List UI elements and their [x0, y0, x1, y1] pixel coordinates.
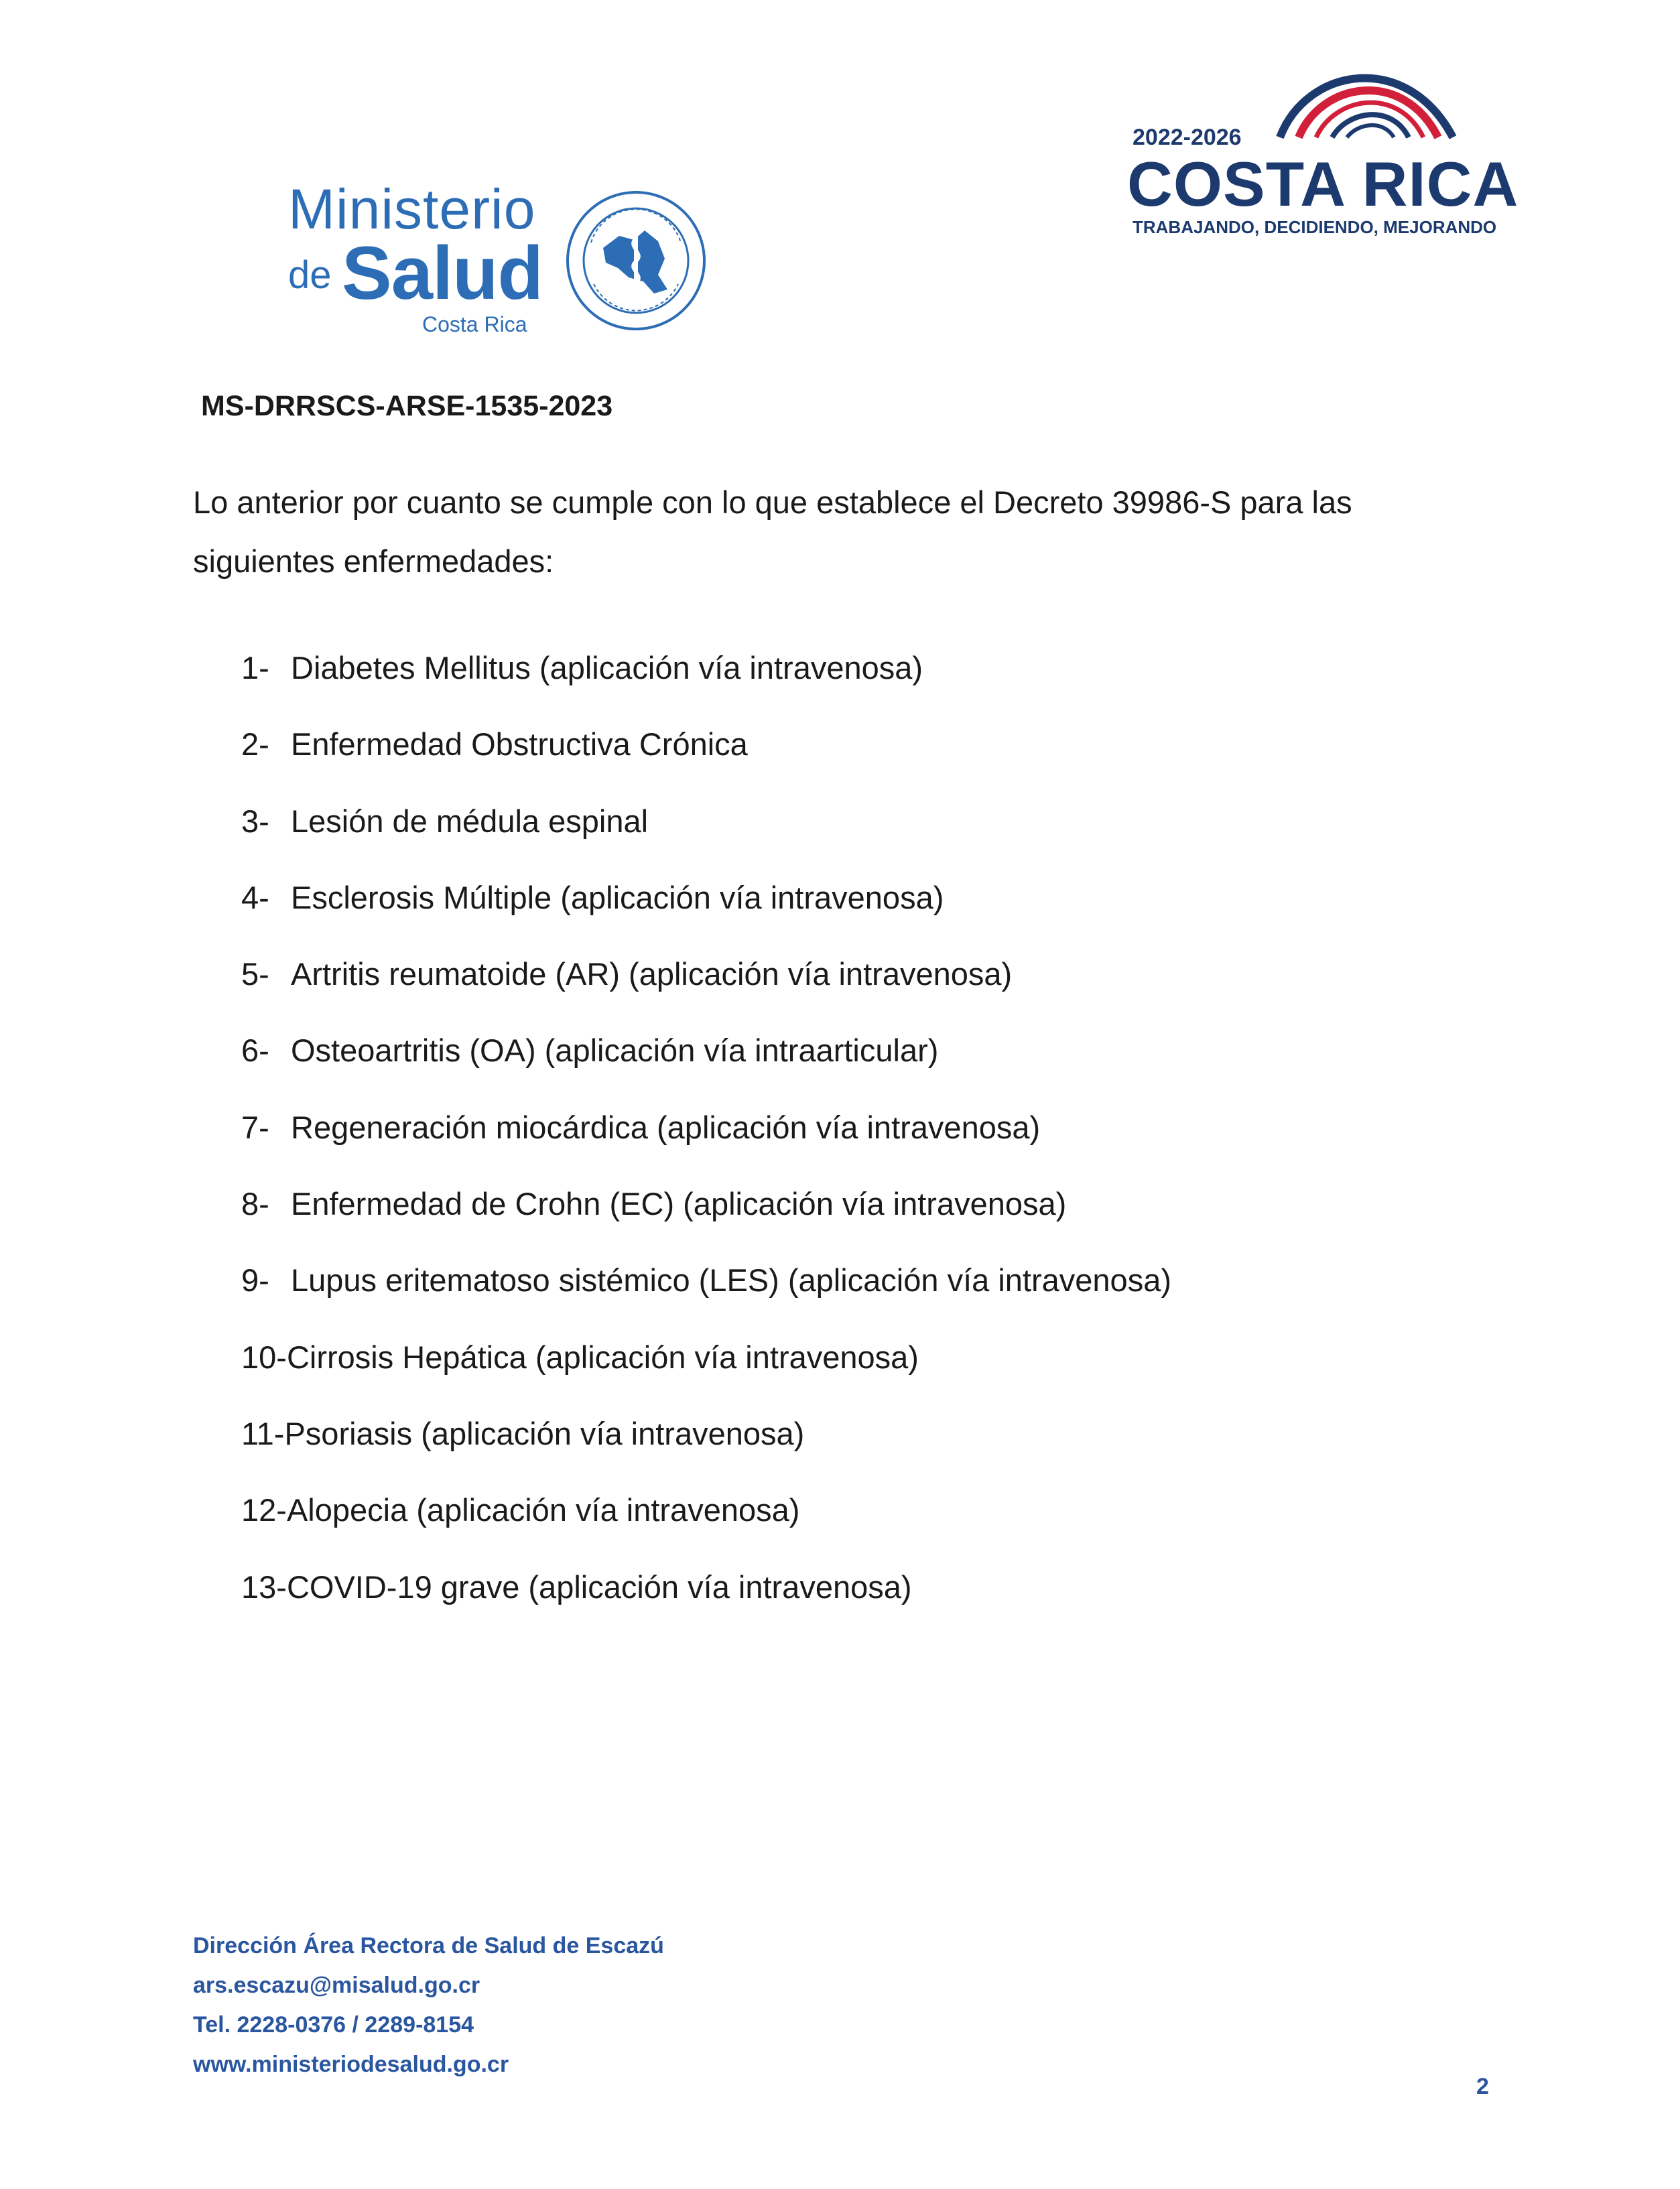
- list-item-number: 7-: [241, 1109, 269, 1145]
- list-item-text: Regeneración miocárdica (aplicación vía intravenosa): [291, 1109, 1041, 1145]
- ministry-seal-icon: [564, 189, 708, 333]
- flag-arcs-icon: [1267, 54, 1461, 147]
- list-item-number: 12-: [241, 1492, 287, 1528]
- government-period: 2022-2026: [1133, 125, 1242, 150]
- list-item: [241, 1181, 1171, 1257]
- list-item-text: Artritis reumatoide (AR) (aplicación vía intravenosa): [291, 956, 1013, 992]
- list-item: [241, 1410, 1171, 1487]
- list-item-number: 5-: [241, 956, 269, 992]
- list-item-number: 13-: [241, 1569, 287, 1605]
- list-item: [241, 951, 1171, 1027]
- list-item-text: Enfermedad de Crohn (EC) (aplicación vía intravenosa): [291, 1186, 1067, 1222]
- list-item-text: Lupus eritematoso sistémico (LES) (aplicación vía intravenosa): [291, 1262, 1171, 1299]
- list-item-text: Alopecia (aplicación vía intravenosa): [286, 1492, 800, 1528]
- footer-office: Dirección Área Rectora de Salud de Escazú: [193, 1933, 664, 1959]
- list-item-text: Osteoartritis (OA) (aplicación vía intraarticular): [291, 1033, 939, 1069]
- list-item: [241, 874, 1171, 951]
- ministerio-salud-logo: [288, 178, 717, 342]
- list-item-text: Lesión de médula espinal: [291, 803, 649, 839]
- intro-paragraph: Lo anterior por cuanto se cumple con lo que establece el Decreto 39986-S para las siguientes enfermedades:: [193, 484, 1352, 579]
- costa-rica-government-logo: [1127, 54, 1519, 241]
- list-item: [241, 645, 1171, 721]
- document-reference: MS-DRRSCS-ARSE-1535-2023: [201, 390, 613, 422]
- list-item-text: Enfermedad Obstructiva Crónica: [291, 726, 748, 762]
- list-item-text: Diabetes Mellitus (aplicación vía intravenosa): [291, 650, 923, 685]
- logo-word-de: de: [288, 253, 332, 297]
- list-item-number: 3-: [241, 803, 269, 839]
- list-item-number: 6-: [241, 1033, 269, 1069]
- page-number: 2: [1476, 2074, 1489, 2099]
- list-item: [241, 1027, 1171, 1104]
- list-item: [241, 1487, 1171, 1563]
- footer-contact: [193, 1926, 664, 2084]
- list-item-number: 9-: [241, 1262, 269, 1299]
- footer-website-link[interactable]: www.ministeriodesalud.go.cr: [193, 2052, 509, 2077]
- list-item-number: 4-: [241, 879, 269, 915]
- list-item: [241, 1104, 1171, 1181]
- list-item-number: 8-: [241, 1186, 269, 1222]
- footer-phone: Tel. 2228-0376 / 2289-8154: [193, 2012, 474, 2038]
- list-item-number: 10-: [241, 1339, 287, 1375]
- country-name: COSTA RICA: [1127, 149, 1519, 219]
- list-item: [241, 721, 1171, 797]
- list-item-text: Esclerosis Múltiple (aplicación vía intravenosa): [291, 879, 944, 915]
- list-item: [241, 798, 1171, 874]
- logo-word-salud: Salud: [342, 231, 543, 315]
- logo-word-ministerio: Ministerio: [288, 178, 536, 241]
- list-item: [241, 1257, 1171, 1333]
- list-item-number: 2-: [241, 726, 269, 762]
- logo-subtitle: Costa Rica: [422, 312, 527, 336]
- list-item-text: Cirrosis Hepática (aplicación vía intravenosa): [286, 1339, 919, 1375]
- government-tagline: TRABAJANDO, DECIDIENDO, MEJORANDO: [1133, 217, 1497, 237]
- list-item-text: Psoriasis (aplicación vía intravenosa): [284, 1415, 805, 1451]
- list-item: [241, 1564, 1171, 1640]
- list-item: [241, 1334, 1171, 1410]
- list-item-number: 11-: [241, 1415, 285, 1451]
- disease-list: [241, 645, 1171, 1640]
- list-item-text: COVID-19 grave (aplicación vía intravenosa): [286, 1569, 912, 1605]
- footer-email-link[interactable]: ars.escazu@misalud.go.cr: [193, 1973, 480, 1998]
- list-item-number: 1-: [241, 650, 269, 685]
